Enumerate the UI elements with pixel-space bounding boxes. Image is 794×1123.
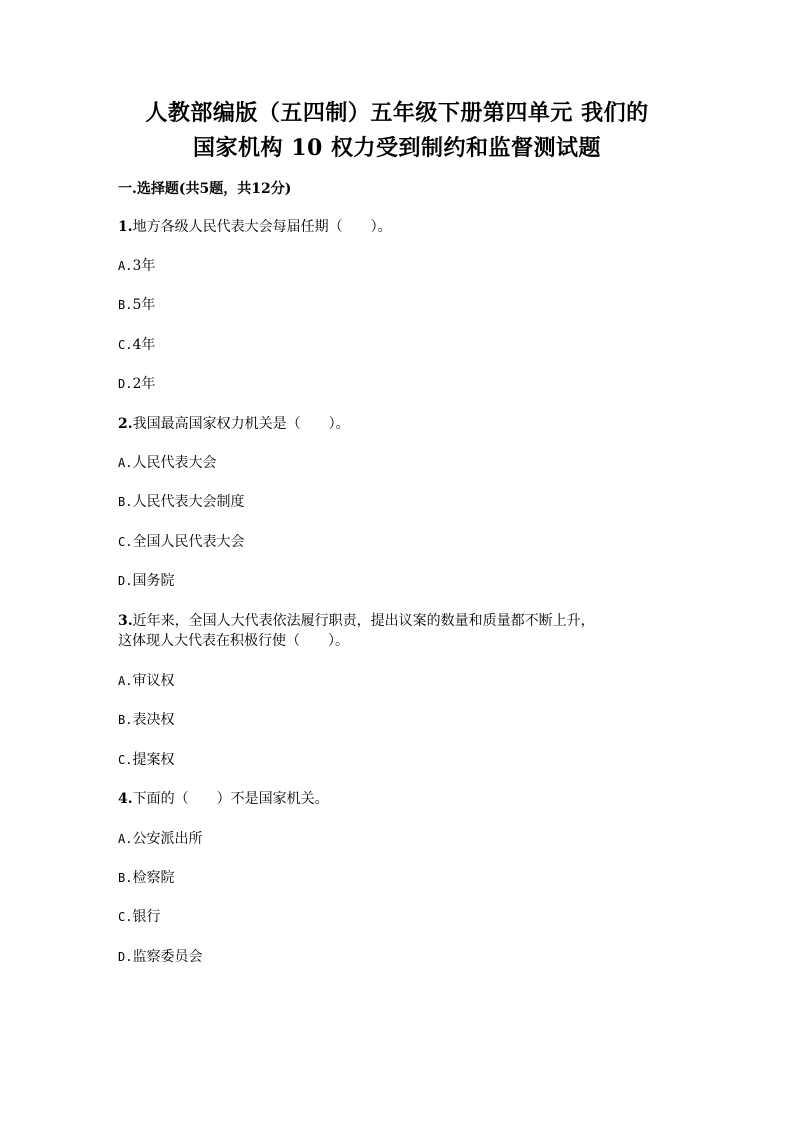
option-letter: B.: [118, 713, 133, 727]
question-4-option-c: [118, 906, 160, 928]
option-text: 银行: [132, 909, 161, 925]
question-3: [118, 610, 595, 632]
question-text-continuation: 这体现人大代表在积极行使（ ）。: [118, 633, 349, 649]
question-3-continuation: [118, 630, 349, 652]
option-text: 国务院: [132, 573, 175, 589]
document-title-line-2: 国家机构 10 权力受到制约和监督测试题: [193, 135, 601, 161]
option-text: 4年: [132, 337, 156, 353]
option-text: 5年: [132, 297, 156, 313]
option-text: 2年: [132, 376, 156, 392]
question-2-option-c: [118, 531, 244, 553]
option-letter: A.: [118, 456, 133, 470]
option-letter: D.: [118, 574, 133, 588]
option-text: 表决权: [132, 712, 175, 728]
question-text: 近年来，全国人大代表依法履行职责，提出议案的数量和质量都不断上升，: [132, 613, 595, 629]
option-letter: A.: [118, 832, 133, 846]
question-1: [118, 216, 392, 238]
option-text: 提案权: [132, 752, 175, 768]
question-4-option-a: [118, 828, 202, 850]
option-letter: C.: [118, 753, 133, 767]
question-number: 3.: [118, 613, 133, 629]
option-letter: C.: [118, 535, 133, 549]
option-letter: B.: [118, 495, 133, 509]
question-number: 1.: [118, 219, 133, 235]
question-3-option-c: [118, 749, 174, 771]
question-2-option-b: [118, 491, 244, 513]
question-text: 下面的（ ）不是国家机关。: [132, 791, 329, 807]
question-1-option-d: [118, 373, 155, 395]
option-text: 3年: [132, 258, 156, 274]
question-1-option-c: [118, 334, 155, 356]
section-heading: 一.选择题(共5题，共12分): [118, 181, 292, 197]
option-letter: C.: [118, 910, 133, 924]
option-text: 审议权: [132, 673, 175, 689]
option-text: 检察院: [132, 870, 175, 886]
option-letter: D.: [118, 950, 133, 964]
option-text: 监察委员会: [132, 949, 203, 965]
question-3-option-b: [118, 709, 174, 731]
question-1-option-b: [118, 294, 155, 316]
question-2-option-d: [118, 570, 174, 592]
question-4: [118, 788, 329, 810]
option-letter: B.: [118, 298, 133, 312]
question-1-option-a: [118, 255, 155, 277]
option-letter: C.: [118, 338, 133, 352]
question-2: [118, 413, 350, 435]
question-4-option-d: [118, 946, 202, 968]
question-number: 4.: [118, 791, 133, 807]
question-3-option-a: [118, 670, 174, 692]
option-text: 全国人民代表大会: [132, 534, 245, 550]
question-text: 地方各级人民代表大会每届任期（ ）。: [132, 219, 392, 235]
option-letter: D.: [118, 377, 133, 391]
option-text: 公安派出所: [132, 831, 203, 847]
option-text: 人民代表大会制度: [132, 494, 245, 510]
document-title-line-1: 人教部编版（五四制）五年级下册第四单元 我们的: [145, 100, 649, 126]
question-text: 我国最高国家权力机关是（ ）。: [132, 416, 350, 432]
option-text: 人民代表大会: [132, 455, 217, 471]
option-letter: A.: [118, 674, 133, 688]
option-letter: B.: [118, 871, 133, 885]
question-number: 2.: [118, 416, 133, 432]
question-4-option-b: [118, 867, 174, 889]
question-2-option-a: [118, 452, 216, 474]
option-letter: A.: [118, 259, 133, 273]
